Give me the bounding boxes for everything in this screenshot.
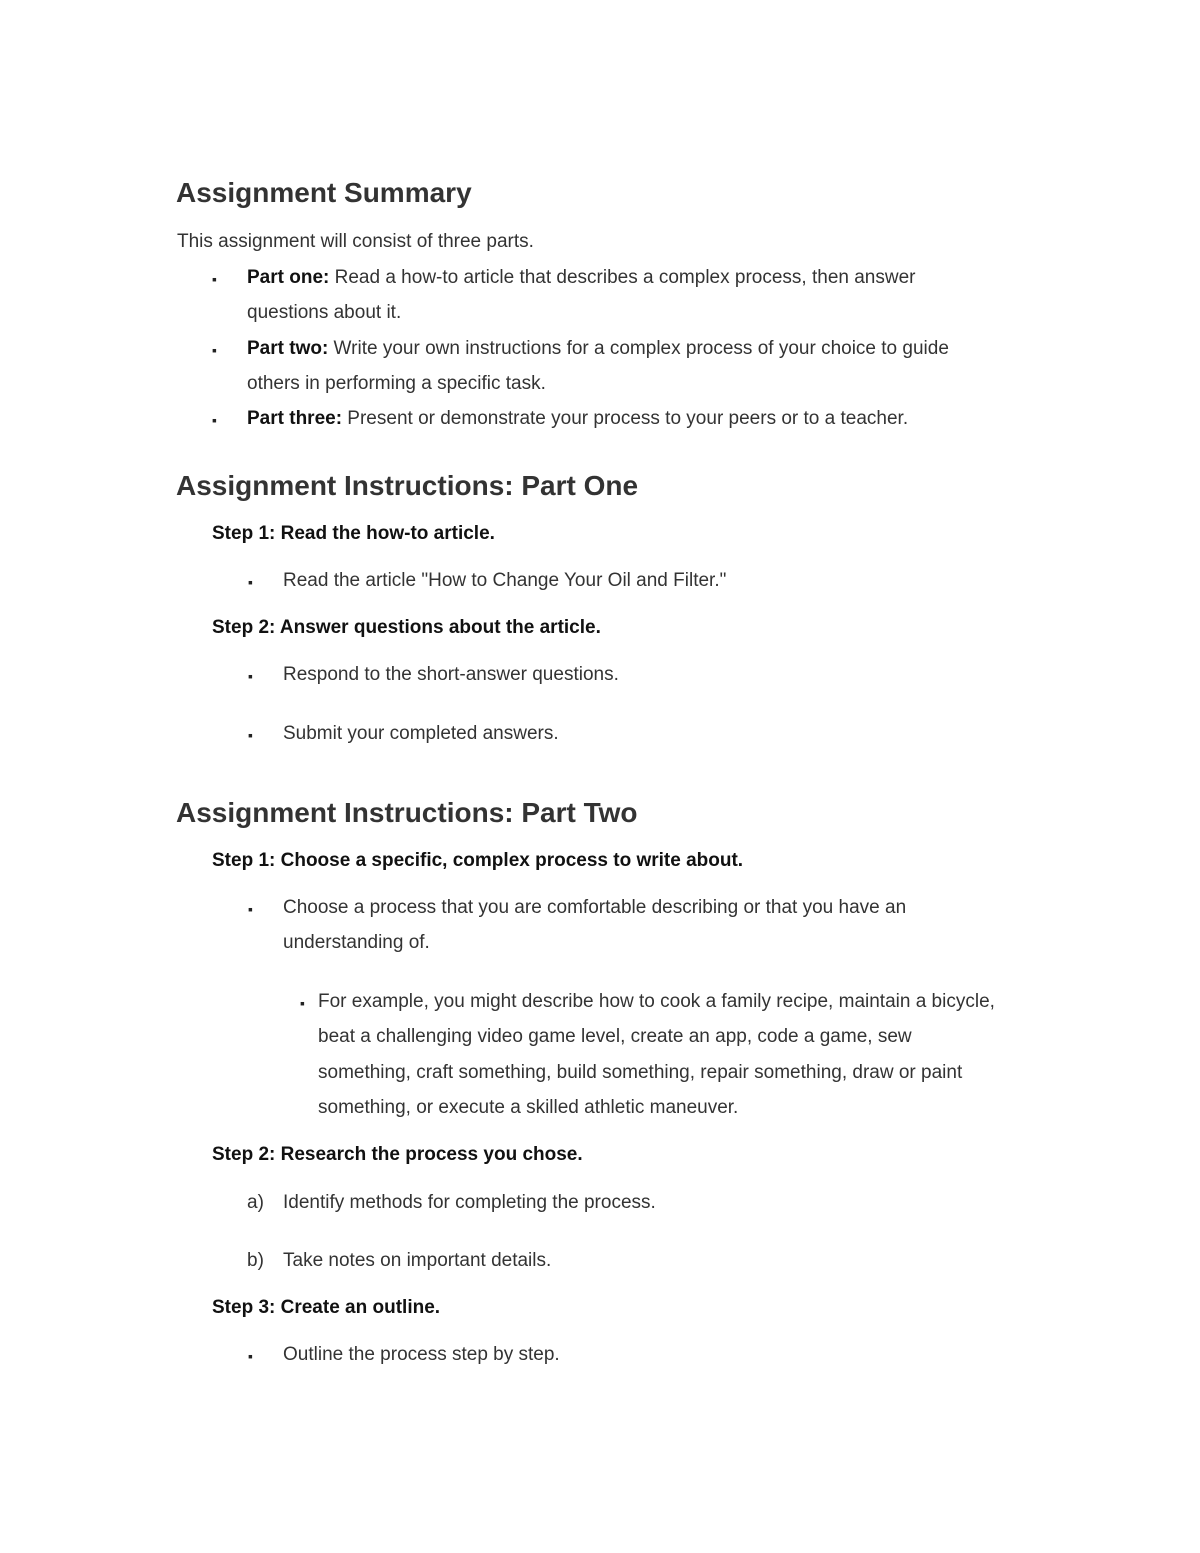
part-two-step1-bullet: Choose a process that you are comfortable describing or that you have an (283, 897, 907, 918)
part-one-step1-bullet: Read the article "How to Change Your Oil and Filter." (283, 570, 727, 591)
bullet-icon: ▪ (248, 901, 253, 917)
part-two-example-line-3: something, craft something, build something, repair something, draw or paint (318, 1062, 963, 1083)
bullet-icon: ▪ (300, 995, 305, 1011)
summary-item-text-cont: others in performing a specific task. (247, 373, 546, 394)
bullet-icon: ▪ (212, 271, 217, 287)
summary-item-label: Part two: (247, 338, 329, 359)
list-marker: b) (247, 1250, 264, 1271)
bullet-icon: ▪ (248, 668, 253, 684)
part-two-example-line-1: For example, you might describe how to cook a family recipe, maintain a bicycle, (318, 991, 995, 1012)
part-one-step2-bullet-1: Respond to the short-answer questions. (283, 664, 619, 685)
part-two-heading: Assignment Instructions: Part Two (176, 797, 638, 828)
list-marker: a) (247, 1192, 264, 1213)
part-one-step1-title: Step 1: Read the how-to article. (212, 523, 495, 544)
bullet-icon: ▪ (248, 574, 253, 590)
summary-item-text-cont: questions about it. (247, 302, 402, 323)
part-two-step2-item-a: Identify methods for completing the process. (283, 1192, 656, 1213)
part-two-step2-item-b: Take notes on important details. (283, 1250, 552, 1271)
part-one-step2-title: Step 2: Answer questions about the article. (212, 617, 601, 638)
part-two-step3-title: Step 3: Create an outline. (212, 1297, 441, 1318)
summary-heading: Assignment Summary (176, 177, 472, 208)
summary-item-part-three (247, 408, 908, 430)
summary-item-label: Part one: (247, 267, 330, 288)
part-one-step2-bullet-2: Submit your completed answers. (283, 723, 559, 744)
summary-item-label: Part three: (247, 408, 343, 429)
summary-item-text: Write your own instructions for a complex process of your choice to guide (328, 338, 949, 359)
part-two-step1-title: Step 1: Choose a specific, complex process to write about. (212, 850, 744, 871)
bullet-icon: ▪ (212, 342, 217, 358)
part-two-example-line-2: beat a challenging video game level, create an app, code a game, sew (318, 1026, 912, 1047)
summary-item-text: Present or demonstrate your process to your peers or to a teacher. (342, 408, 909, 429)
summary-item-part-two (247, 338, 949, 360)
part-two-example-line-4: something, or execute a skilled athletic maneuver. (318, 1097, 739, 1118)
part-two-step1-bullet-cont: understanding of. (283, 932, 430, 953)
summary-item-text: Read a how-to article that describes a complex process, then answer (329, 267, 916, 288)
part-two-step2-title: Step 2: Research the process you chose. (212, 1144, 583, 1165)
summary-intro: This assignment will consist of three parts. (177, 231, 534, 252)
bullet-icon: ▪ (212, 412, 217, 428)
bullet-icon: ▪ (248, 727, 253, 743)
part-one-heading: Assignment Instructions: Part One (176, 470, 639, 501)
part-two-step3-bullet: Outline the process step by step. (283, 1344, 560, 1365)
summary-item-part-one (247, 267, 915, 289)
bullet-icon: ▪ (248, 1348, 253, 1364)
